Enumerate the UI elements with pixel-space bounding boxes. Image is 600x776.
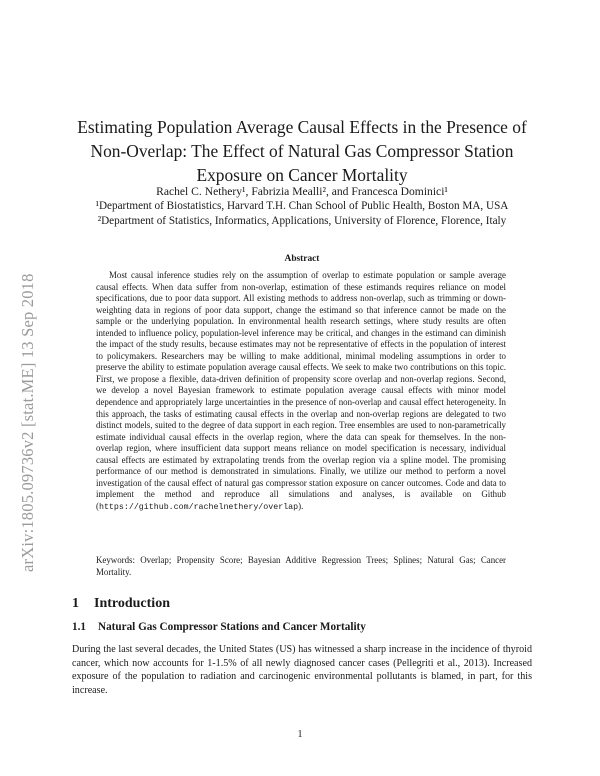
code-url-link[interactable]: https://github.com/rachelnethery/overlap [98,502,299,512]
author-list: Rachel C. Nethery¹, Fabrizia Mealli², and Francesca Dominici¹ [156,185,448,198]
abstract-heading: Abstract [284,254,320,264]
arxiv-stamp: arXiv:1805.09736v2 [stat.ME] 13 Sep 2018 [18,273,37,572]
subsection-heading [72,621,366,633]
abstract-body: Most causal inference studies rely on the assumption of overlap to estimate population or sample average causal effects. When data suffer from non-overlap, estimation of these estimands requires reliance on model specifications, due to poor data support. All existing methods to address non-overlap, such as trimming or down-weighting data in regions of poor data support, change the estimand so that inference cannot be made on the sample or the underlying population. In environmental health research settings, where study results are often intended to influence policy, population-level inference may be critical, and changes in the estimand can diminish the impact of the study results, because estimates may not be representative of effects in the population of interest to policymakers. Researchers may be willing to make additional, minimal modeling assumptions in order to preserve the ability to estimate population average causal effects. We seek to make two contributions on this topic. First, we propose a flexible, data-driven definition of propensity score overlap and non-overlap regions. Second, we develop a novel Bayesian framework to estimate population average causal effects with minor model dependence and appropriately large uncertainties in the presence of non-overlap and causal effect heterogeneity. In this approach, the tasks of estimating causal effects in the overlap and non-overlap regions are delegated to two distinct models, suited to the degree of data support in each region. Tree ensembles are used to non-parametrically estimate individual causal effects in the overlap region, where the data can speak for themselves. In the non-overlap region, where insufficient data support means reliance on model specification is necessary, individual causal effects are estimated by extrapolating trends from the overlap region via a spline model. The promising performance of our method is demonstrated in simulations. Finally, we utilize our method to perform a novel investigation of the causal effect of natural gas compressor station exposure on cancer outcomes. Code and data to implement the method and reproduce all simulations and analyses, is available on Github ( [96,270,506,511]
abstract-text [96,270,506,513]
section-heading [72,596,170,612]
affiliation-2: ²Department of Statistics, Informatics, Applications, University of Florence, Florence, Italy [97,215,507,227]
keywords: Keywords: Overlap; Propensity Score; Bayesian Additive Regression Trees; Splines; Natural Gas; Cancer Mortality. [96,555,506,577]
intro-paragraph: During the last several decades, the United States (US) has witnessed a sharp increase in the incidence of thyroid cancer, which now accounts for 1-1.5% of all newly diagnosed cancer cases (Pellegriti et al., 2013). Increased exposure of the population to radiation and carcinogenic environmental pollutants is blamed, in part, for this increase. [72,644,532,696]
affiliation-1: ¹Department of Biostatistics, Harvard T.H. Chan School of Public Health, Boston MA, USA [95,200,509,212]
section-title: Introduction [94,596,170,611]
subsection-title: Natural Gas Compressor Stations and Cancer Mortality [98,621,366,633]
section-number: 1 [72,596,79,611]
abstract-end: ). [298,500,304,511]
subsection-number: 1.1 [72,621,86,633]
page-number: 1 [297,729,303,740]
paper-title: Estimating Population Average Causal Effects in the Presence of Non-Overlap: The Effect of Natural Gas Compressor Station Exposure on Cancer Mortality [77,116,527,185]
